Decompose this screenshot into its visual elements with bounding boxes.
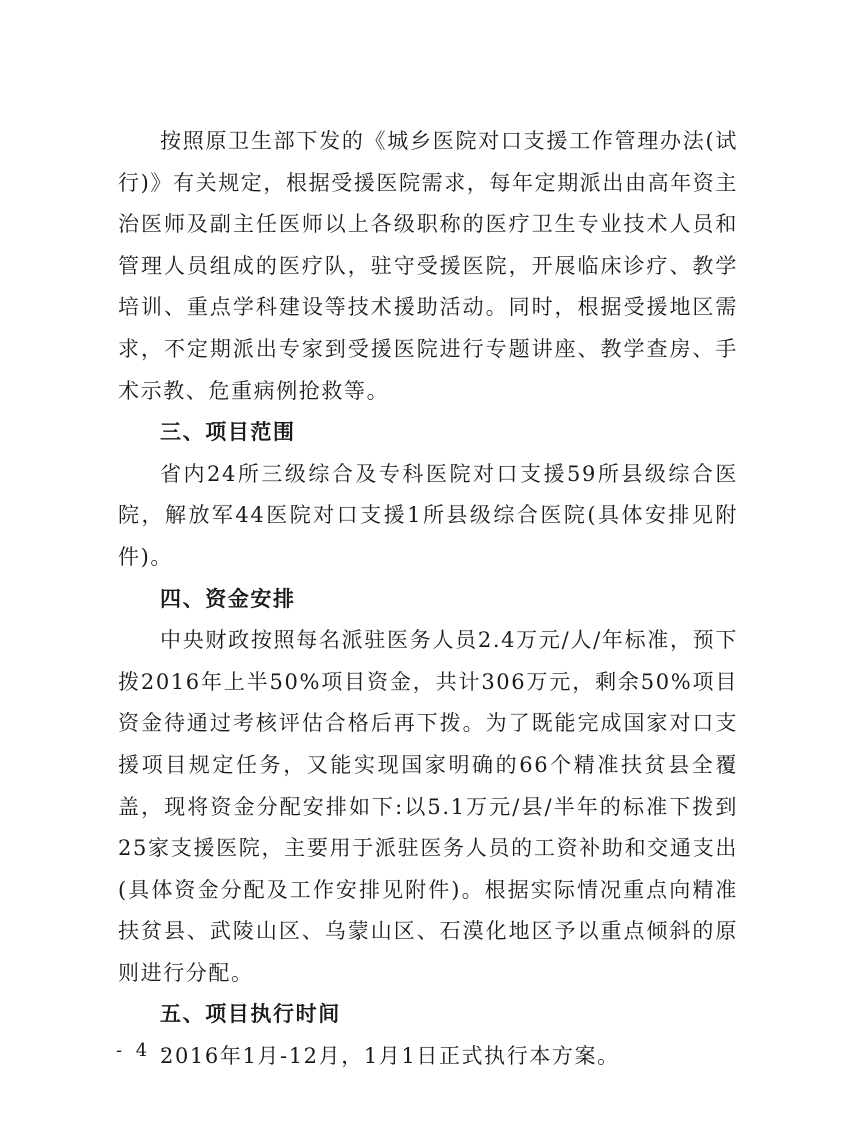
section-heading-execution-time: 五、项目执行时间 (160, 1002, 341, 1027)
document-body (118, 121, 738, 1078)
section-heading-funding: 四、资金安排 (160, 586, 296, 611)
paragraph-project-scope: 省内24所三级综合及专科医院对口支援59所县级综合医院，解放军44医院对口支援1所县级综合医院(具体安排见附件)。 (118, 461, 738, 569)
paragraph-execution-time: 2016年1月-12月，1月1日正式执行本方案。 (160, 1044, 620, 1069)
page-number: - 4 - (116, 1040, 172, 1061)
paragraph-funding: 中央财政按照每名派驻医务人员2.4万元/人/年标准，预下拨2016年上半50%项目资金，共计306万元，剩余50%项目资金待通过考核评估合格后再下拨。为了既能完成国家对口支援项目规定任务，又能实现国家明确的66个精准扶贫县全覆盖，现将资金分配安排如下:以5.1万元/县/半年的标准下拨到25家支援医院，主要用于派驻医务人员的工资补助和交通支出(具体资金分配及工作安排见附件)。根据实际情况重点向精准扶贫县、武陵山区、乌蒙山区、石漠化地区予以重点倾斜的原则进行分配。 (118, 628, 738, 985)
section-heading-project-scope: 三、项目范围 (160, 420, 296, 445)
paragraph-support-method: 按照原卫生部下发的《城乡医院对口支援工作管理办法(试行)》有关规定，根据受援医院需求，每年定期派出由高年资主治医师及副主任医师以上各级职称的医疗卫生专业技术人员和管理人员组成的医疗队，驻守受援医院，开展临床诊疗、教学培训、重点学科建设等技术援助活动。同时，根据受援地区需求，不定期派出专家到受援医院进行专题讲座、教学查房、手术示教、危重病例抢救等。 (118, 129, 738, 403)
